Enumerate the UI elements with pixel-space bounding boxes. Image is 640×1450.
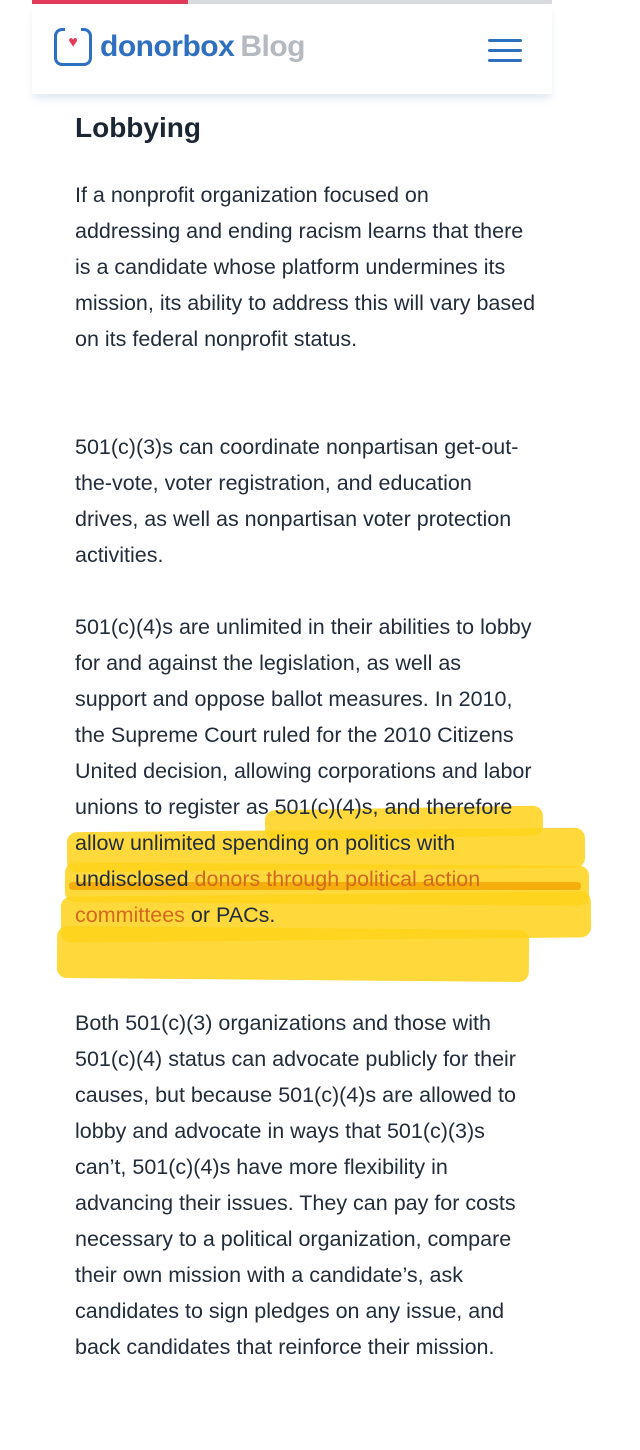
paragraph-2: 501(c)(3)s can coordinate nonpartisan get-out-the-vote, voter registration, and education drives, as well as nonpartisan voter protection activities. — [75, 435, 519, 567]
section-title: Lobbying — [75, 112, 201, 143]
paragraph-1: If a nonprofit organization focused on addressing and ending racism learns that there is a candidate whose platform undermines its mission, its ability to address this will vary based on its federal nonprofit status. — [75, 183, 536, 351]
paragraph-3-end: or PACs. — [184, 903, 276, 927]
paragraph-3 — [75, 609, 537, 933]
site-header — [32, 4, 552, 94]
paragraph-3-text: 501(c)(4)s are unlimited in their abilities to lobby for and against the legislation, as well as support and oppose ballot measures. In 2010, the Supreme Court ruled for the 2010 Citizens United decision, allowing corporations and labor unions to register as 501(c)(4)s, and therefore allow unlimited spending on politics with undisclosed — [75, 615, 532, 891]
paragraph-4: Both 501(c)(3) organizations and those with 501(c)(4) status can advocate publicly for their causes, but because 501(c)(4)s are allowed to lobby and advocate in ways that 501(c)(3)s can’t, 501(c)(4)s have more flexibility in advancing their issues. They can pay for costs necessary to a political organization, compare their own mission with a candidate’s, ask candidates to sign pledges on any issue, and back candidates that reinforce their mission. — [75, 1011, 516, 1359]
hamburger-menu-icon[interactable] — [488, 38, 522, 64]
donorbox-box-icon — [54, 28, 92, 66]
donorbox-logo[interactable] — [54, 28, 305, 66]
heart-icon: ♥ — [68, 34, 78, 51]
brand-suffix: Blog — [240, 30, 305, 63]
pac-link[interactable]: donors through political action committees — [75, 867, 481, 927]
highlight-mark — [57, 926, 529, 982]
brand-name: donorbox — [100, 30, 235, 63]
